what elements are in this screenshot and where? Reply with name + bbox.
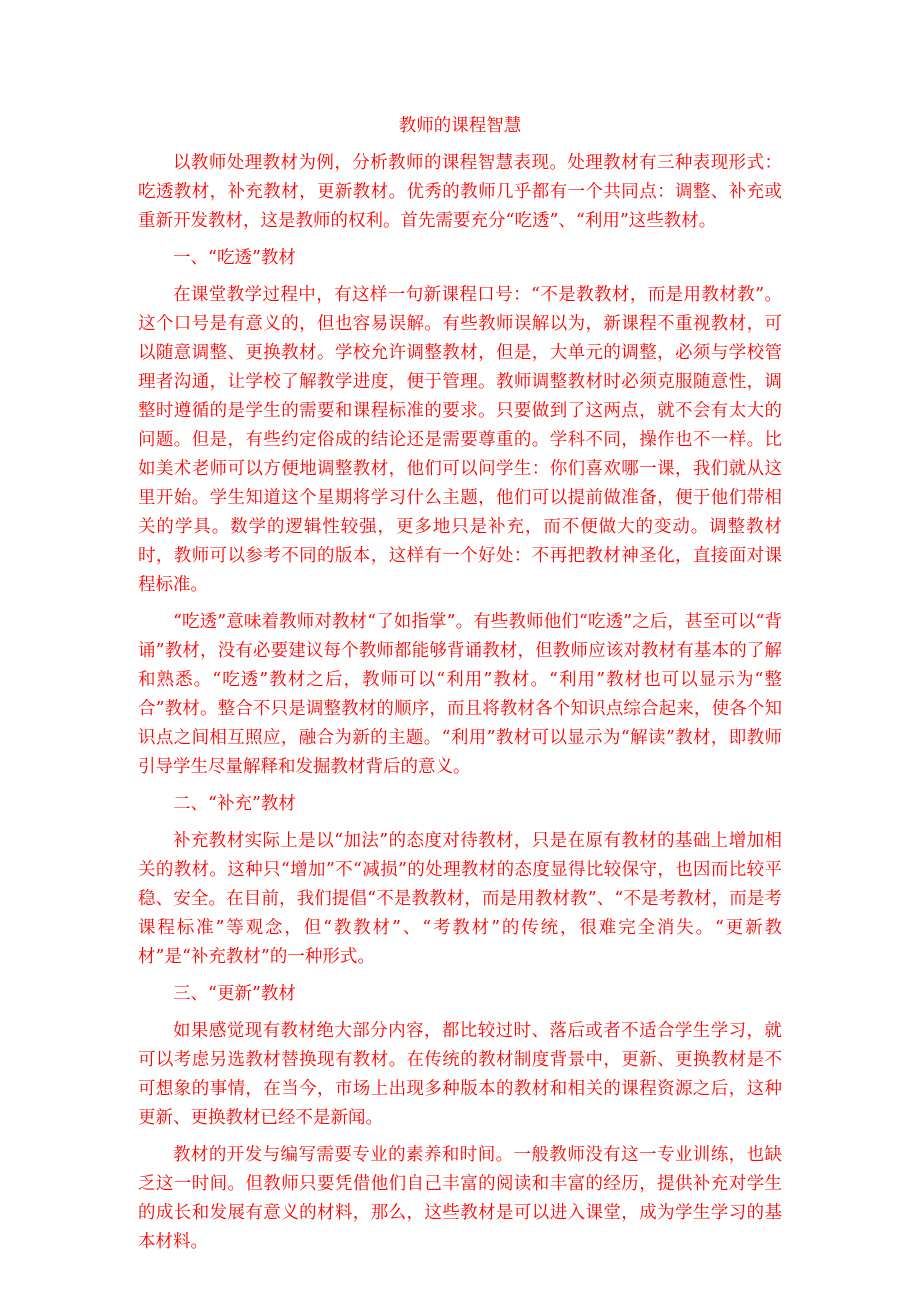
paragraph-section3-b: 教材的开发与编写需要专业的素养和时间。一般教师没有这一专业训练，也缺乏这一时间。但教师只要凭借他们自己丰富的阅读和丰富的经历，提供补充对学生的成长和发展有意义的材料，那么，这些教材是可以进入课堂，成为学生学习的基本材料。 xyxy=(138,1145,782,1252)
document-body xyxy=(138,112,782,1265)
paragraph-section1-b: “吃透”意味着教师对教材“了如指掌”。有些教师他们“吃透”之后，甚至可以“背诵”教材，没有必要建议每个教师都能够背诵教材，但教师应该对教材有基本的了解和熟悉。“吃透”教材之后，教师可以“利用”教材。“利用”教材也可以显示为“整合”教材。整合不只是调整教材的顺序，而且将教材各个知识点综合起来，使各个知识点之间相互照应，融合为新的主题。“利用”教材可以显示为“解读”教材，即教师引导学生尽量解释和发掘教材背后的意义。 xyxy=(138,612,782,777)
paragraph-section2: 补充教材实际上是以“加法”的态度对待教材，只是在原有教材的基础上增加相关的教材。这种只“增加”不“减损”的处理教材的态度显得比较保守，也因而比较平稳、安全。在目前，我们提倡“不是教教材，而是用教材教”、“不是考教材，而是考课程标准”等观念，但“教教材”、“考教材”的传统，很难完全消失。“更新教材”是“补充教材”的一种形式。 xyxy=(138,831,782,967)
document-title: 教师的课程智慧 xyxy=(398,116,522,136)
section-heading-1: 一、“吃透”教材 xyxy=(173,248,296,268)
paragraph-intro: 以教师处理教材为例，分析教师的课程智慧表现。处理教材有三种表现形式：吃透教材，补充教材，更新教材。优秀的教师几乎都有一个共同点：调整、补充或重新开发教材，这是教师的权利。首先需要充分“吃透”、“利用”这些教材。 xyxy=(138,153,782,231)
section-heading-3: 三、“更新”教材 xyxy=(173,984,296,1004)
paragraph-section3-a: 如果感觉现有教材绝大部分内容，都比较过时、落后或者不适合学生学习，就可以考虑另选教材替换现有教材。在传统的教材制度背景中，更新、更换教材是不可想象的事情，在当今，市场上出现多种版本的教材和相关的课程资源之后，这种更新、更换教材已经不是新闻。 xyxy=(138,1021,782,1128)
paragraph-section1-a: 在课堂教学过程中，有这样一句新课程口号：“不是教教材，而是用教材教”。这个口号是有意义的，但也容易误解。有些教师误解以为，新课程不重视教材，可以随意调整、更换教材。学校允许调整教材，但是，大单元的调整，必须与学校管理者沟通，让学校了解教学进度，便于管理。教师调整教材时必须克服随意性，调整时遵循的是学生的需要和课程标准的要求。只要做到了这两点，就不会有太大的问题。但是，有些约定俗成的结论还是需要尊重的。学科不同，操作也不一样。比如美术老师可以方便地调整教材，他们可以问学生：你们喜欢哪一课，我们就从这里开始。学生知道这个星期将学习什么主题，他们可以提前做准备，便于他们带相关的学具。数学的逻辑性较强，更多地只是补充，而不便做大的变动。调整教材时，教师可以参考不同的版本，这样有一个好处：不再把教材神圣化，直接面对课程标准。 xyxy=(138,285,782,595)
section-heading-2: 二、“补充”教材 xyxy=(173,794,296,814)
